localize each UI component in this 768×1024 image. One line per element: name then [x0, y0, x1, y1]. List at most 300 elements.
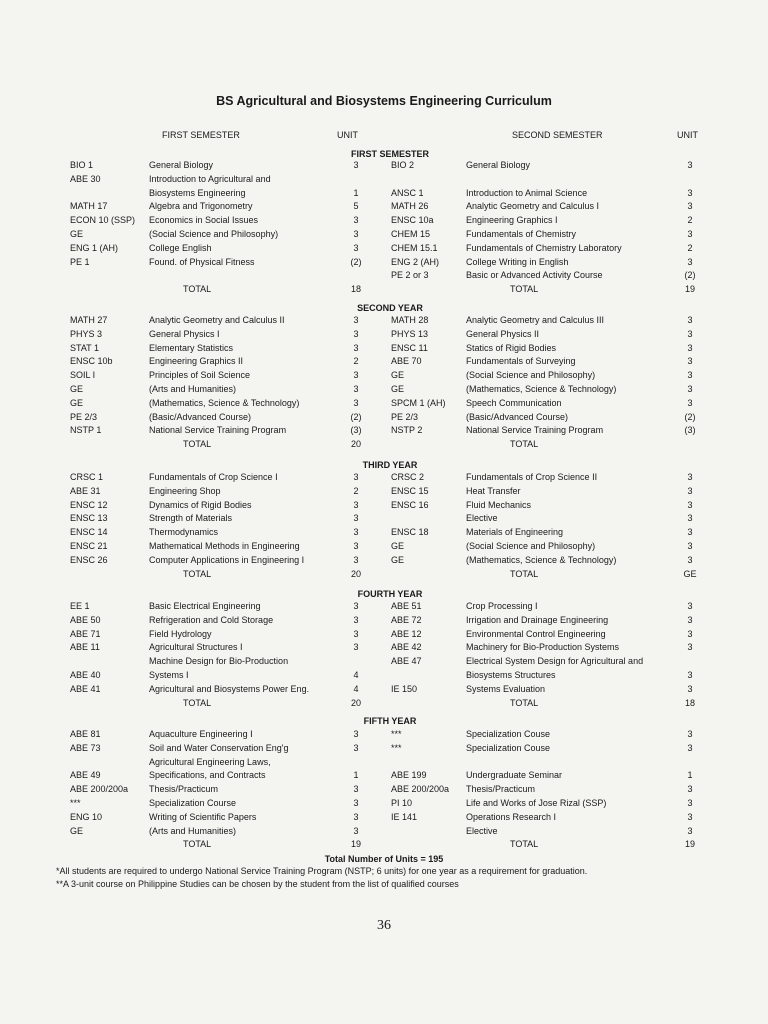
course-row — [0, 769, 768, 783]
grand-total: Total Number of Units = 195 — [324, 854, 444, 864]
second-sem-units: 3 — [687, 356, 693, 367]
first-sem-course-code: PE 1 — [70, 256, 90, 267]
second-sem-total-label: TOTAL — [510, 284, 539, 295]
second-sem-course-title: Analytic Geometry and Calculus I — [466, 201, 600, 212]
second-sem-units: 3 — [687, 527, 693, 538]
first-sem-course-title: Refrigeration and Cold Storage — [149, 614, 274, 625]
first-sem-course-code: MATH 27 — [70, 315, 108, 325]
second-sem-course-code: GE — [391, 540, 405, 551]
second-sem-course-title: Heat Transfer — [466, 485, 521, 496]
first-sem-total-label: TOTAL — [183, 697, 212, 708]
first-sem-course-title: College English — [149, 242, 212, 253]
first-sem-total-label: TOTAL — [183, 284, 212, 295]
first-sem-course-code: ENSC 12 — [70, 499, 108, 510]
first-sem-course-code: ABE 200/200a — [70, 784, 129, 795]
first-sem-course-title: Economics in Social Issues — [149, 215, 259, 226]
second-sem-units: 3 — [687, 187, 693, 198]
first-sem-course-code: ABE 71 — [70, 628, 101, 639]
first-sem-course-code: GE — [70, 228, 84, 239]
first-sem-course-title: Specialization Course — [149, 797, 237, 808]
first-sem-course-code: SOIL I — [70, 370, 96, 381]
first-sem-total-units: 19 — [350, 839, 361, 850]
course-row — [0, 383, 768, 397]
first-sem-course-title: General Physics I — [149, 328, 220, 339]
course-row — [0, 825, 768, 839]
total-row — [0, 697, 768, 711]
course-row — [0, 641, 768, 655]
course-row — [0, 628, 768, 642]
second-sem-course-title: Fluid Mechanics — [466, 499, 532, 510]
footnote-nstp: *All students are required to undergo National Service Training Program (NSTP; 6 units) for one year as a requirement for graduation. — [56, 866, 588, 876]
course-row — [0, 369, 768, 383]
course-row — [0, 314, 768, 328]
first-sem-units: 3 — [353, 601, 359, 611]
second-sem-units: 3 — [687, 729, 693, 739]
document-title: BS Agricultural and Biosystems Engineering Curriculum — [216, 94, 552, 108]
course-row — [0, 600, 768, 614]
first-sem-total-units: 20 — [350, 697, 361, 708]
second-sem-total-units: 19 — [684, 839, 695, 850]
first-sem-units: 3 — [353, 513, 359, 524]
course-row — [0, 554, 768, 568]
course-row — [0, 342, 768, 356]
first-sem-course-title: Dynamics of Rigid Bodies — [149, 499, 252, 510]
second-sem-course-title: General Biology — [466, 160, 531, 170]
first-sem-course-code: GE — [70, 383, 84, 394]
first-sem-course-title: Engineering Shop — [149, 485, 221, 496]
course-row — [0, 159, 768, 173]
second-sem-course-code: PE 2/3 — [391, 411, 419, 422]
first-sem-units: 3 — [353, 370, 359, 381]
first-sem-units: 3 — [353, 811, 359, 822]
first-semester-header: FIRST SEMESTER — [162, 130, 240, 140]
first-sem-course-code: GE — [70, 397, 84, 408]
first-sem-course-code: MATH 17 — [70, 201, 108, 212]
first-sem-course-code: ABE 49 — [70, 770, 101, 781]
first-sem-units: 3 — [353, 328, 359, 339]
second-sem-units: 3 — [687, 683, 693, 694]
first-sem-course-code: ENG 1 (AH) — [70, 242, 119, 253]
first-sem-course-title: Thermodynamics — [149, 527, 219, 538]
total-row — [0, 568, 768, 582]
course-row — [0, 811, 768, 825]
first-sem-total-label: TOTAL — [183, 568, 212, 579]
second-sem-total-units: GE — [683, 568, 697, 579]
first-sem-course-code: PHYS 3 — [70, 328, 103, 339]
course-row — [0, 683, 768, 697]
second-sem-course-title: Materials of Engineering — [466, 527, 564, 538]
first-sem-course-title: Strength of Materials — [149, 513, 233, 524]
second-sem-units: 3 — [687, 201, 693, 212]
year-block — [0, 728, 768, 852]
second-sem-course-title: (Mathematics, Science & Technology) — [466, 554, 617, 565]
second-sem-course-code: CRSC 2 — [391, 472, 425, 482]
total-row — [0, 838, 768, 852]
course-row — [0, 655, 768, 669]
first-sem-course-code: ABE 50 — [70, 614, 101, 625]
course-row — [0, 424, 768, 438]
first-sem-total-label: TOTAL — [183, 839, 212, 850]
first-sem-course-title: Algebra and Trigonometry — [149, 201, 253, 212]
second-semester-header: SECOND SEMESTER — [512, 130, 603, 140]
first-sem-units: 3 — [353, 499, 359, 510]
second-sem-course-title: Analytic Geometry and Calculus III — [466, 315, 605, 325]
second-sem-units: 3 — [687, 397, 693, 408]
first-sem-units: 3 — [353, 540, 359, 551]
second-sem-course-code: ABE 72 — [391, 614, 422, 625]
second-sem-course-code: ABE 51 — [391, 601, 422, 611]
second-sem-units: 3 — [687, 472, 693, 482]
first-sem-course-code: *** — [70, 797, 81, 808]
first-sem-course-title: Machine Design for Bio-Production — [149, 656, 289, 667]
first-sem-course-code: STAT 1 — [70, 342, 100, 353]
first-sem-course-title: Soil and Water Conservation Eng'g — [149, 742, 289, 753]
second-sem-course-title: (Mathematics, Science & Technology) — [466, 383, 617, 394]
second-sem-course-code: NSTP 2 — [391, 425, 423, 436]
second-sem-units: 3 — [687, 485, 693, 496]
second-sem-total-label: TOTAL — [510, 568, 539, 579]
first-sem-course-code: ABE 81 — [70, 729, 101, 739]
second-sem-course-title: Basic or Advanced Activity Course — [466, 270, 603, 281]
page-number: 36 — [377, 918, 391, 933]
second-sem-course-title: Undergraduate Seminar — [466, 770, 563, 781]
first-sem-course-title: Principles of Soil Science — [149, 370, 251, 381]
first-sem-units: 3 — [353, 397, 359, 408]
first-sem-course-code: ENSC 21 — [70, 540, 108, 551]
second-sem-units: 1 — [687, 770, 693, 781]
second-sem-course-title: Machinery for Bio-Production Systems — [466, 642, 620, 653]
second-sem-units: 3 — [687, 256, 693, 267]
total-row — [0, 438, 768, 452]
first-sem-course-code: ENG 10 — [70, 811, 103, 822]
second-sem-course-title: General Physics II — [466, 328, 540, 339]
first-sem-units: (2) — [350, 256, 362, 267]
second-sem-total-label: TOTAL — [510, 839, 539, 850]
section-heading: THIRD YEAR — [362, 460, 418, 470]
first-sem-course-code: ABE 31 — [70, 485, 101, 496]
first-sem-course-title: General Biology — [149, 160, 214, 170]
second-sem-course-code: *** — [391, 729, 402, 739]
first-sem-course-code: ABE 30 — [70, 173, 101, 184]
section-heading: SECOND YEAR — [357, 303, 423, 313]
second-sem-course-title: Electrical System Design for Agricultural and — [466, 656, 644, 667]
first-sem-course-title: Found. of Physical Fitness — [149, 256, 255, 267]
first-sem-course-title: Writing of Scientific Papers — [149, 811, 257, 822]
course-row — [0, 200, 768, 214]
second-sem-course-title: Irrigation and Drainage Engineering — [466, 614, 609, 625]
second-sem-course-title: Specialization Couse — [466, 742, 551, 753]
first-sem-course-title: Specifications, and Contracts — [149, 770, 266, 781]
course-row — [0, 499, 768, 513]
second-sem-units: 3 — [687, 797, 693, 808]
second-sem-total-units: 19 — [684, 284, 695, 295]
first-sem-units: 3 — [353, 383, 359, 394]
first-sem-units: 3 — [353, 527, 359, 538]
first-sem-course-title: (Social Science and Philosophy) — [149, 228, 279, 239]
second-sem-units: 3 — [687, 614, 693, 625]
year-block — [0, 159, 768, 297]
first-sem-course-title: (Arts and Humanities) — [149, 383, 237, 394]
second-sem-course-code: ABE 199 — [391, 770, 427, 781]
second-sem-units: 3 — [687, 825, 693, 836]
first-sem-units: 3 — [353, 797, 359, 808]
second-sem-units: 3 — [687, 601, 693, 611]
first-sem-course-title: Elementary Statistics — [149, 342, 234, 353]
first-sem-course-code: ABE 41 — [70, 683, 101, 694]
first-sem-total-units: 20 — [350, 439, 361, 450]
second-sem-course-code: ENSC 15 — [391, 485, 429, 496]
first-sem-course-code: ABE 40 — [70, 669, 101, 680]
course-row — [0, 228, 768, 242]
second-sem-course-code: CHEM 15.1 — [391, 242, 438, 253]
first-sem-course-title: Agricultural Engineering Laws, — [149, 756, 271, 767]
second-sem-total-label: TOTAL — [510, 439, 539, 450]
first-sem-units: 4 — [353, 669, 359, 680]
second-sem-course-title: Systems Evaluation — [466, 683, 546, 694]
second-sem-units: 3 — [687, 513, 693, 524]
second-sem-course-code: ABE 42 — [391, 642, 422, 653]
second-sem-total-units: 18 — [684, 697, 695, 708]
second-sem-course-title: Engineering Graphics I — [466, 215, 558, 226]
second-sem-course-code: PI 10 — [391, 797, 413, 808]
second-sem-course-title: Elective — [466, 825, 498, 836]
first-sem-course-title: Basic Electrical Engineering — [149, 601, 261, 611]
course-row — [0, 242, 768, 256]
second-sem-course-title: Environmental Control Engineering — [466, 628, 606, 639]
first-sem-course-title: Field Hydrology — [149, 628, 212, 639]
course-row — [0, 214, 768, 228]
second-sem-course-title: Specialization Couse — [466, 729, 551, 739]
second-sem-course-code: ABE 200/200a — [391, 784, 450, 795]
first-sem-course-code: PE 2/3 — [70, 411, 98, 422]
second-sem-course-title: Elective — [466, 513, 498, 524]
first-sem-course-code: ENSC 14 — [70, 527, 108, 538]
second-sem-course-title: Life and Works of Jose Rizal (SSP) — [466, 797, 607, 808]
first-sem-units: 3 — [353, 554, 359, 565]
first-sem-units: 3 — [353, 228, 359, 239]
first-sem-units: 3 — [353, 315, 359, 325]
unit-header-right: UNIT — [677, 130, 698, 140]
first-sem-course-title: Aquaculture Engineering I — [149, 729, 253, 739]
first-sem-units: 3 — [353, 215, 359, 226]
second-sem-course-title: Speech Communication — [466, 397, 562, 408]
second-sem-total-label: TOTAL — [510, 697, 539, 708]
second-sem-course-title: Crop Processing I — [466, 601, 538, 611]
second-sem-course-code: *** — [391, 742, 402, 753]
course-row — [0, 173, 768, 187]
first-sem-course-code: NSTP 1 — [70, 425, 102, 436]
first-sem-course-code: ENSC 10b — [70, 356, 113, 367]
first-sem-total-units: 20 — [350, 568, 361, 579]
second-sem-course-title: (Social Science and Philosophy) — [466, 540, 596, 551]
second-sem-units: 3 — [687, 784, 693, 795]
first-sem-units: 3 — [353, 628, 359, 639]
course-row — [0, 526, 768, 540]
first-sem-course-code: ECON 10 (SSP) — [70, 215, 136, 226]
first-sem-course-title: Agricultural and Biosystems Power Eng. — [149, 683, 310, 694]
course-row — [0, 471, 768, 485]
second-sem-units: 3 — [687, 628, 693, 639]
first-sem-course-code: ABE 73 — [70, 742, 101, 753]
section-heading: FIRST SEMESTER — [350, 149, 429, 159]
second-sem-course-title: Thesis/Practicum — [466, 784, 536, 795]
second-sem-units: 3 — [687, 228, 693, 239]
second-sem-course-code: MATH 26 — [391, 201, 429, 212]
first-sem-course-title: Agricultural Structures I — [149, 642, 243, 653]
first-sem-course-code: EE 1 — [70, 601, 90, 611]
first-sem-course-title: (Arts and Humanities) — [149, 825, 237, 836]
first-sem-course-title: Analytic Geometry and Calculus II — [149, 315, 285, 325]
year-block — [0, 600, 768, 710]
first-sem-units: 2 — [353, 356, 359, 367]
course-row — [0, 397, 768, 411]
second-sem-units: (2) — [684, 411, 696, 422]
second-sem-course-code: GE — [391, 554, 405, 565]
year-block — [0, 314, 768, 452]
second-sem-units: 3 — [687, 499, 693, 510]
first-sem-units: 1 — [353, 187, 359, 198]
course-row — [0, 669, 768, 683]
total-row — [0, 283, 768, 297]
course-row — [0, 187, 768, 201]
first-sem-course-title: (Basic/Advanced Course) — [149, 411, 252, 422]
first-sem-units: 3 — [353, 642, 359, 653]
second-sem-units: 3 — [687, 370, 693, 381]
first-sem-units: 3 — [353, 160, 359, 170]
second-sem-course-title: Fundamentals of Crop Science II — [466, 472, 598, 482]
second-sem-course-code: ABE 70 — [391, 356, 422, 367]
second-sem-course-title: (Social Science and Philosophy) — [466, 370, 596, 381]
first-sem-course-title: (Mathematics, Science & Technology) — [149, 397, 300, 408]
first-sem-units: 1 — [353, 770, 359, 781]
course-row — [0, 411, 768, 425]
second-sem-units: (3) — [684, 425, 696, 436]
second-sem-course-code: ENSC 10a — [391, 215, 434, 226]
course-row — [0, 269, 768, 283]
section-heading: FOURTH YEAR — [357, 589, 423, 599]
first-sem-course-title: Biosystems Engineering — [149, 187, 246, 198]
second-sem-units: 3 — [687, 540, 693, 551]
second-sem-course-code: ANSC 1 — [391, 187, 424, 198]
first-sem-total-units: 18 — [350, 284, 361, 295]
second-sem-units: 3 — [687, 342, 693, 353]
unit-header-left: UNIT — [337, 130, 358, 140]
course-row — [0, 540, 768, 554]
first-sem-total-label: TOTAL — [183, 439, 212, 450]
year-block — [0, 471, 768, 581]
first-sem-units: (3) — [350, 425, 362, 436]
course-row — [0, 728, 768, 742]
first-sem-units: 3 — [353, 472, 359, 482]
second-sem-course-code: ENSC 16 — [391, 499, 429, 510]
course-row — [0, 783, 768, 797]
second-sem-course-code: PHYS 13 — [391, 328, 429, 339]
course-row — [0, 485, 768, 499]
first-sem-course-title: Systems I — [149, 669, 189, 680]
course-row — [0, 614, 768, 628]
second-sem-units: 2 — [687, 215, 693, 226]
second-sem-units: 3 — [687, 554, 693, 565]
second-sem-course-code: IE 141 — [391, 811, 418, 822]
first-sem-course-code: ENSC 13 — [70, 513, 108, 524]
course-row — [0, 742, 768, 756]
course-row — [0, 512, 768, 526]
first-sem-units: 3 — [353, 614, 359, 625]
first-sem-units: (2) — [350, 411, 362, 422]
first-sem-course-title: Mathematical Methods in Engineering — [149, 540, 300, 551]
second-sem-course-title: Biosystems Structures — [466, 669, 556, 680]
second-sem-course-code: PE 2 or 3 — [391, 270, 429, 281]
second-sem-course-code: ABE 47 — [391, 656, 422, 667]
first-sem-course-title: Engineering Graphics II — [149, 356, 244, 367]
second-sem-course-code: BIO 2 — [391, 160, 415, 170]
second-sem-course-title: Introduction to Animal Science — [466, 187, 588, 198]
second-sem-units: 3 — [687, 642, 693, 653]
second-sem-course-code: IE 150 — [391, 683, 418, 694]
second-sem-course-code: GE — [391, 383, 405, 394]
second-sem-units: 3 — [687, 328, 693, 339]
first-sem-units: 3 — [353, 742, 359, 753]
first-sem-units: 3 — [353, 784, 359, 795]
first-sem-course-code: ABE 11 — [70, 642, 100, 653]
second-sem-units: 3 — [687, 315, 693, 325]
second-sem-units: 3 — [687, 160, 693, 170]
first-sem-units: 3 — [353, 729, 359, 739]
second-sem-course-code: ENSC 11 — [391, 342, 428, 353]
second-sem-course-title: College Writing in English — [466, 256, 569, 267]
second-sem-units: 2 — [687, 242, 693, 253]
first-sem-course-title: Fundamentals of Crop Science I — [149, 472, 278, 482]
second-sem-units: (2) — [684, 270, 696, 281]
first-sem-units: 3 — [353, 825, 359, 836]
second-sem-course-title: Fundamentals of Chemistry — [466, 228, 577, 239]
footnote-philippine-studies: **A 3-unit course on Philippine Studies can be chosen by the student from the list of qualified courses — [56, 879, 459, 889]
first-sem-course-title: Introduction to Agricultural and — [149, 173, 271, 184]
second-sem-course-code: GE — [391, 370, 405, 381]
second-sem-course-code: ENG 2 (AH) — [391, 256, 440, 267]
first-sem-units: 3 — [353, 242, 359, 253]
second-sem-course-code: CHEM 15 — [391, 228, 431, 239]
first-sem-units: 2 — [353, 485, 359, 496]
second-sem-units: 3 — [687, 811, 693, 822]
first-sem-course-code: ENSC 26 — [70, 554, 108, 565]
section-heading: FIFTH YEAR — [363, 716, 417, 726]
first-sem-course-code: BIO 1 — [70, 160, 94, 170]
second-sem-course-code: ENSC 18 — [391, 527, 429, 538]
second-sem-course-title: Operations Research I — [466, 811, 557, 822]
first-sem-units: 5 — [353, 201, 359, 212]
second-sem-course-title: National Service Training Program — [466, 425, 604, 436]
second-sem-units: 3 — [687, 669, 693, 680]
course-row — [0, 797, 768, 811]
first-sem-course-code: CRSC 1 — [70, 472, 104, 482]
second-sem-course-title: Statics of Rigid Bodies — [466, 342, 557, 353]
second-sem-course-title: Fundamentals of Chemistry Laboratory — [466, 242, 622, 253]
course-row — [0, 256, 768, 270]
course-row — [0, 328, 768, 342]
second-sem-units: 3 — [687, 383, 693, 394]
first-sem-units: 3 — [353, 342, 359, 353]
second-sem-course-title: Fundamentals of Surveying — [466, 356, 576, 367]
second-sem-course-title: (Basic/Advanced Course) — [466, 411, 569, 422]
second-sem-course-code: SPCM 1 (AH) — [391, 397, 446, 408]
first-sem-course-code: GE — [70, 825, 84, 836]
course-row — [0, 756, 768, 770]
first-sem-units: 4 — [353, 683, 359, 694]
first-sem-course-title: Computer Applications in Engineering I — [149, 554, 305, 565]
course-row — [0, 355, 768, 369]
first-sem-course-title: National Service Training Program — [149, 425, 287, 436]
